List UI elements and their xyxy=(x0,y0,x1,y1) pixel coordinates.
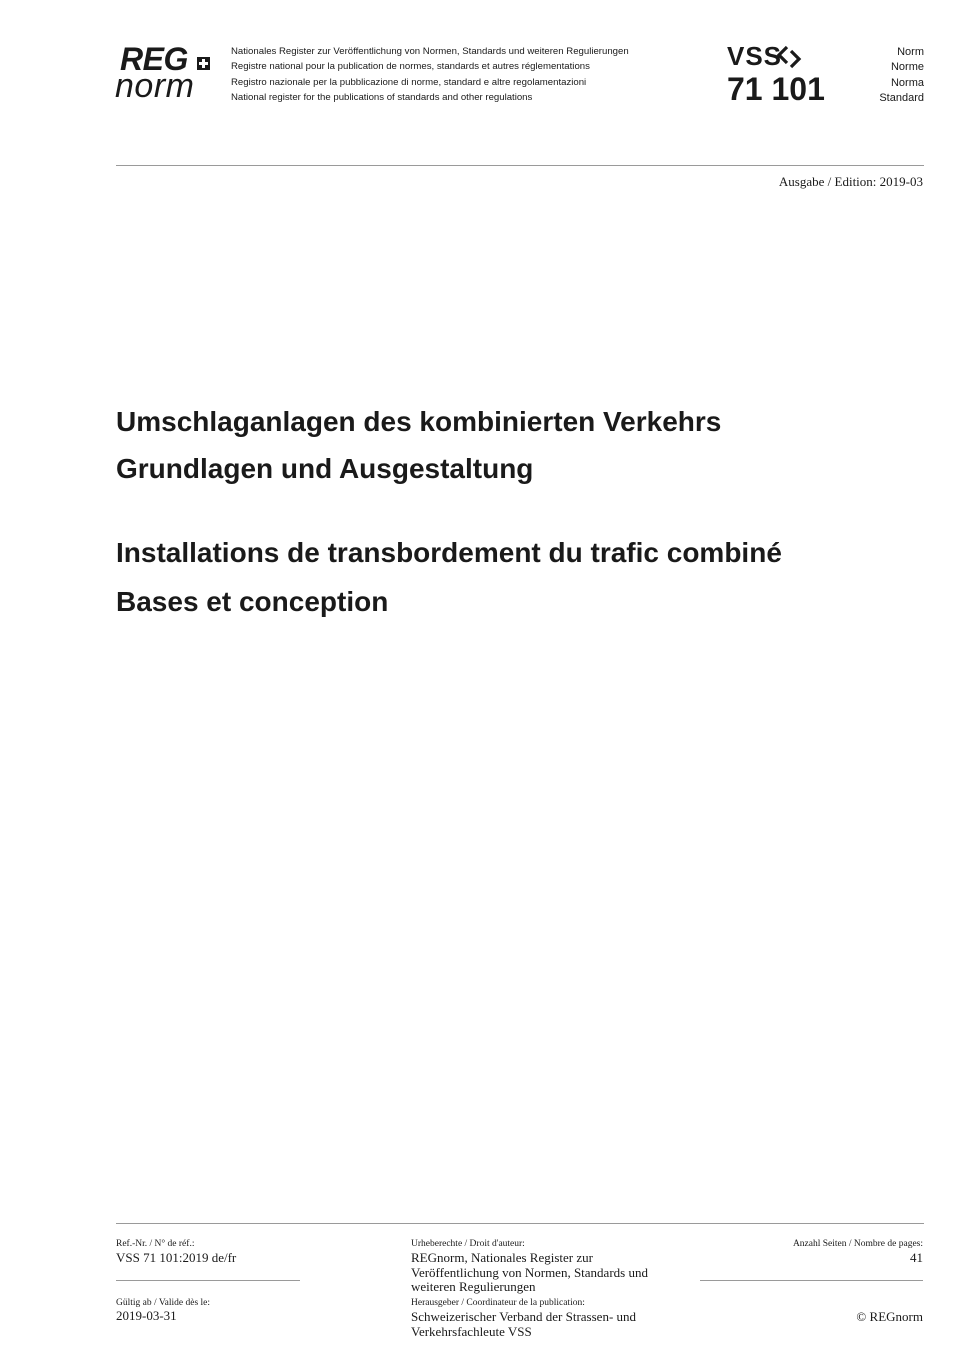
register-line-en: National register for the publications of standards and other regulations xyxy=(231,91,533,103)
swiss-cross-icon xyxy=(197,57,210,70)
doc-type-fr: Norme xyxy=(890,61,924,74)
vss-arrows-icon xyxy=(776,44,802,70)
valid-from-date: 2019-03-31 xyxy=(116,1308,177,1323)
register-line-de: Nationales Register zur Veröffentlichung von Normen, Standards und weiteren Regulierungen xyxy=(231,46,629,57)
regnorm-logo-reg: REG xyxy=(120,41,188,77)
page-count-label: Anzahl Seiten / Nombre de pages: xyxy=(792,1239,923,1249)
publisher: Schweizerischer Verband der Strassen- und Verkehrsfachleute VSS xyxy=(411,1309,637,1339)
doc-type-it: Norma xyxy=(890,76,924,89)
valid-from-label: Gültig ab / Valide dès le: xyxy=(116,1298,211,1308)
doc-type-de: Norm xyxy=(897,46,924,58)
edition-date: Ausgabe / Edition: 2019-03 xyxy=(778,174,923,189)
vss-logo: VSS xyxy=(727,41,783,71)
standard-number: 71 101 xyxy=(727,71,825,107)
subtitle-french: Bases et conception xyxy=(116,586,389,617)
reference-number: VSS 71 101:2019 de/fr xyxy=(116,1250,237,1265)
title-german: Umschlaganlagen des kombinierten Verkehrs xyxy=(116,406,722,437)
register-line-fr: Registre national pour la publication de normes, standards et autres réglementations xyxy=(231,61,590,73)
title-french: Installations de transbordement du trafic combiné xyxy=(116,537,782,568)
subtitle-german: Grundlagen und Ausgestaltung xyxy=(116,453,534,484)
copyright-label: Urheberechte / Droit d'auteur: xyxy=(411,1239,525,1249)
header-divider xyxy=(116,165,924,166)
reference-number-label: Ref.-Nr. / N° de réf.: xyxy=(116,1239,195,1249)
regnorm-logo-norm: norm xyxy=(115,67,195,105)
copyright-notice: © REGnorm xyxy=(856,1309,923,1324)
register-description xyxy=(231,44,629,105)
doc-type-en: Standard xyxy=(879,91,924,104)
publisher-label: Herausgeber / Coordinateur de la publication: xyxy=(411,1298,585,1308)
document-type xyxy=(840,45,924,106)
reference-divider xyxy=(116,1280,300,1281)
register-line-it: Registro nazionale per la pubblicazione di norme, standard e altre regolamentazioni xyxy=(231,76,587,88)
footer-divider xyxy=(116,1223,924,1224)
page-count: 41 xyxy=(910,1250,923,1265)
page-count-divider xyxy=(700,1280,923,1281)
copyright-holder: REGnorm, Nationales Register zur Veröffentlichung von Normen, Standards und weiteren Regulierungen xyxy=(411,1250,648,1294)
